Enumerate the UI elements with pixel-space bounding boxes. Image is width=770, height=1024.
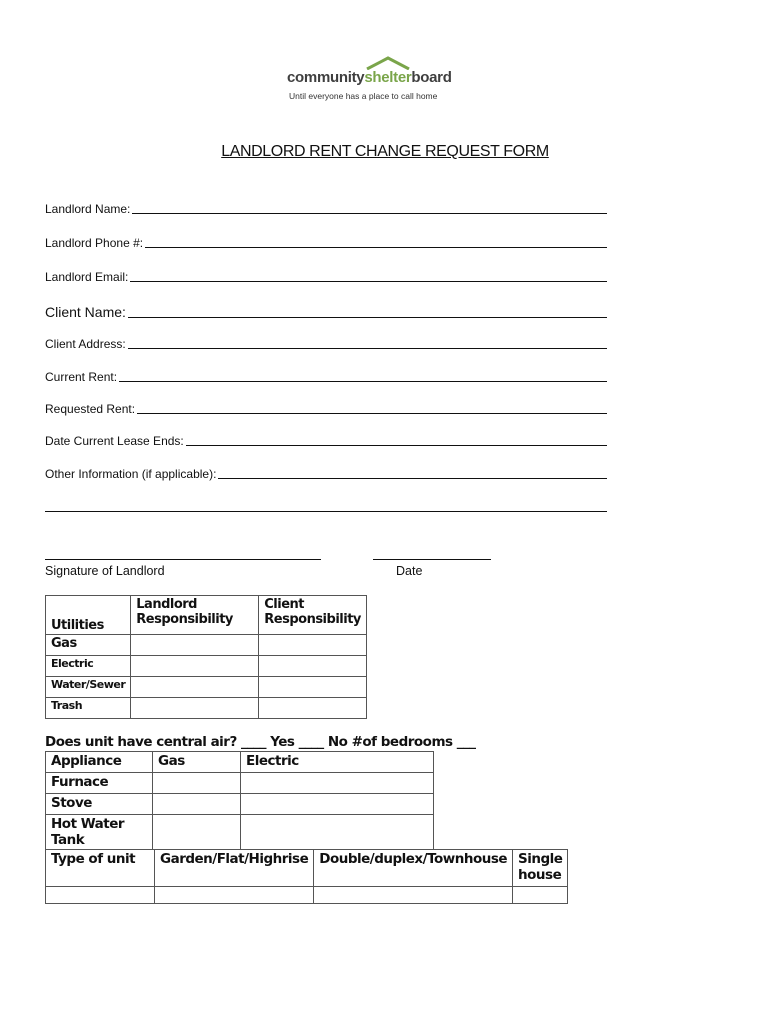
unit-cell[interactable] bbox=[46, 887, 155, 904]
other-info-continuation-line[interactable] bbox=[45, 511, 607, 512]
other-info-field[interactable] bbox=[45, 467, 607, 481]
lease-end-label: Date Current Lease Ends: bbox=[45, 434, 184, 448]
lease-end-field[interactable] bbox=[45, 434, 607, 448]
unit-cell[interactable] bbox=[155, 887, 314, 904]
table-row bbox=[46, 887, 568, 904]
unit-cell[interactable] bbox=[314, 887, 513, 904]
client-cell[interactable] bbox=[259, 677, 367, 698]
electric-cell[interactable] bbox=[241, 773, 434, 794]
unit-cell[interactable] bbox=[513, 887, 568, 904]
table-row bbox=[46, 815, 434, 850]
electric-cell[interactable] bbox=[241, 794, 434, 815]
landlord-email-line[interactable] bbox=[130, 280, 607, 282]
landlord-cell[interactable] bbox=[131, 656, 259, 677]
landlord-signature-line[interactable] bbox=[45, 559, 321, 560]
appliance-table bbox=[45, 751, 434, 850]
utilities-table bbox=[45, 595, 367, 719]
client-name-label: Client Name: bbox=[45, 304, 126, 320]
landlord-cell[interactable] bbox=[131, 698, 259, 719]
client-address-line[interactable] bbox=[128, 347, 607, 349]
utility-trash: Trash bbox=[46, 698, 131, 719]
client-responsibility-header: Client Responsibility bbox=[259, 596, 367, 635]
logo-word-shelter: shelter bbox=[364, 69, 412, 86]
table-row bbox=[46, 656, 367, 677]
landlord-name-field[interactable] bbox=[45, 202, 607, 216]
landlord-responsibility-header: Landlord Responsibility bbox=[131, 596, 259, 635]
house-roof-icon bbox=[365, 56, 411, 70]
client-cell[interactable] bbox=[259, 698, 367, 719]
utility-water-sewer: Water/Sewer bbox=[46, 677, 131, 698]
utility-electric: Electric bbox=[46, 656, 131, 677]
garden-flat-highrise-option: Garden/Flat/Highrise bbox=[155, 850, 314, 887]
gas-header: Gas bbox=[153, 752, 241, 773]
landlord-phone-label: Landlord Phone #: bbox=[45, 236, 144, 250]
form-title: LANDLORD RENT CHANGE REQUEST FORM bbox=[221, 143, 549, 160]
electric-cell[interactable] bbox=[241, 815, 434, 850]
other-info-line[interactable] bbox=[218, 477, 607, 479]
double-duplex-townhouse-option: Double/duplex/Townhouse bbox=[314, 850, 513, 887]
electric-header: Electric bbox=[241, 752, 434, 773]
current-rent-label: Current Rent: bbox=[45, 370, 118, 384]
requested-rent-field[interactable] bbox=[45, 402, 607, 416]
date-label: Date bbox=[396, 564, 423, 578]
other-info-label: Other Information (if applicable): bbox=[45, 467, 217, 481]
table-row bbox=[46, 794, 434, 815]
community-shelter-board-logo bbox=[287, 56, 467, 106]
client-cell[interactable] bbox=[259, 635, 367, 656]
appliance-header: Appliance bbox=[46, 752, 153, 773]
logo-tagline: Until everyone has a place to call home bbox=[289, 91, 438, 101]
unit-type-table bbox=[45, 849, 568, 904]
table-row bbox=[46, 698, 367, 719]
appliance-furnace: Furnace bbox=[46, 773, 153, 794]
landlord-email-field[interactable] bbox=[45, 270, 607, 284]
client-address-field[interactable] bbox=[45, 337, 607, 351]
type-of-unit-header: Type of unit bbox=[46, 850, 155, 887]
landlord-cell[interactable] bbox=[131, 635, 259, 656]
requested-rent-label: Requested Rent: bbox=[45, 402, 136, 416]
table-row bbox=[46, 773, 434, 794]
client-cell[interactable] bbox=[259, 656, 367, 677]
appliance-hot-water-tank: Hot Water Tank bbox=[46, 815, 153, 850]
landlord-name-line[interactable] bbox=[132, 212, 607, 214]
appliance-stove: Stove bbox=[46, 794, 153, 815]
table-row bbox=[46, 677, 367, 698]
client-name-field[interactable] bbox=[45, 304, 607, 320]
current-rent-field[interactable] bbox=[45, 370, 607, 384]
logo-word-community: community bbox=[287, 69, 365, 86]
gas-cell[interactable] bbox=[153, 794, 241, 815]
table-row bbox=[46, 635, 367, 656]
landlord-cell[interactable] bbox=[131, 677, 259, 698]
utilities-header: Utilities bbox=[46, 596, 131, 635]
gas-cell[interactable] bbox=[153, 773, 241, 794]
current-rent-line[interactable] bbox=[119, 380, 607, 382]
date-line[interactable] bbox=[373, 559, 491, 560]
requested-rent-line[interactable] bbox=[137, 412, 607, 414]
logo-word-board: board bbox=[411, 69, 452, 86]
utility-gas: Gas bbox=[46, 635, 131, 656]
landlord-email-label: Landlord Email: bbox=[45, 270, 129, 284]
lease-end-line[interactable] bbox=[186, 444, 607, 446]
client-name-line[interactable] bbox=[128, 316, 607, 318]
signature-label: Signature of Landlord bbox=[45, 564, 165, 578]
client-address-label: Client Address: bbox=[45, 337, 126, 351]
landlord-name-label: Landlord Name: bbox=[45, 202, 131, 216]
landlord-phone-field[interactable] bbox=[45, 236, 607, 250]
central-air-question: Does unit have central air? ____ Yes ____ No #of bedrooms ___ bbox=[45, 734, 476, 750]
single-house-option: Single house bbox=[513, 850, 568, 887]
gas-cell[interactable] bbox=[153, 815, 241, 850]
landlord-phone-line[interactable] bbox=[145, 246, 607, 248]
logo-wordmark bbox=[287, 69, 452, 86]
